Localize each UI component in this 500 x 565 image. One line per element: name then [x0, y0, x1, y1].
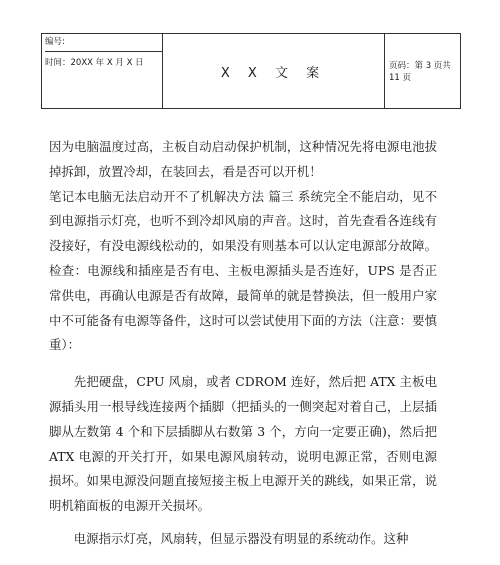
number-field: 编号:	[45, 34, 162, 52]
document-body	[49, 135, 437, 552]
document-title: X X 文 案	[163, 34, 385, 108]
header-info-cell	[42, 34, 163, 108]
paragraph-2: 笔记本电脑无法启动开不了机解决方法 篇三 系统完全不能启动，见不到电源指示灯亮，也听不到冷却风扇的声音。这时，首先查看各连线有没接好，有没电源线松动的，如果没有则基本可以认定电源部分故障。检查：电源线和插座是否有电、主板电源插头是否连好，UPS 是否正常供电，再确认电源是否有故障，最简单的就是替换法，但一般用户家中不可能备有电源等备件，这时可以尝试使用下面的方法（注意：要慎重）：	[49, 188, 437, 353]
paragraph-4: 电源指示灯亮，风扇转，但显示器没有明显的系统动作。这种	[73, 530, 409, 546]
page-number: 页码：第 3 页共 11 页	[389, 61, 451, 83]
paragraph-1: 因为电脑温度过高，主板自动启动保护机制，这种情况先将电源电池拔掉拆卸，放置冷却，在装回去，看是否可以开机！	[49, 139, 437, 179]
time-field: 时间：20XX 年 X 月 X 日	[45, 58, 144, 68]
paragraph-3: 先把硬盘，CPU 风扇，或者 CDROM 连好，然后把 ATX 主板电源插头用一根导线连接两个插脚（把插头的一侧突起对着自己，上层插脚从左数第 4 个和下层插脚从右数第 3 个，方向一定要正确)，然后把 ATX 电源的开关打开，如果电源风扇转动，说明电源正常，否则电源损坏。如果电源没问题直接短接主板上电源开关的跳线，如果正常，说明机箱面板的电源开关损坏。	[49, 374, 437, 514]
document-header	[41, 33, 461, 109]
